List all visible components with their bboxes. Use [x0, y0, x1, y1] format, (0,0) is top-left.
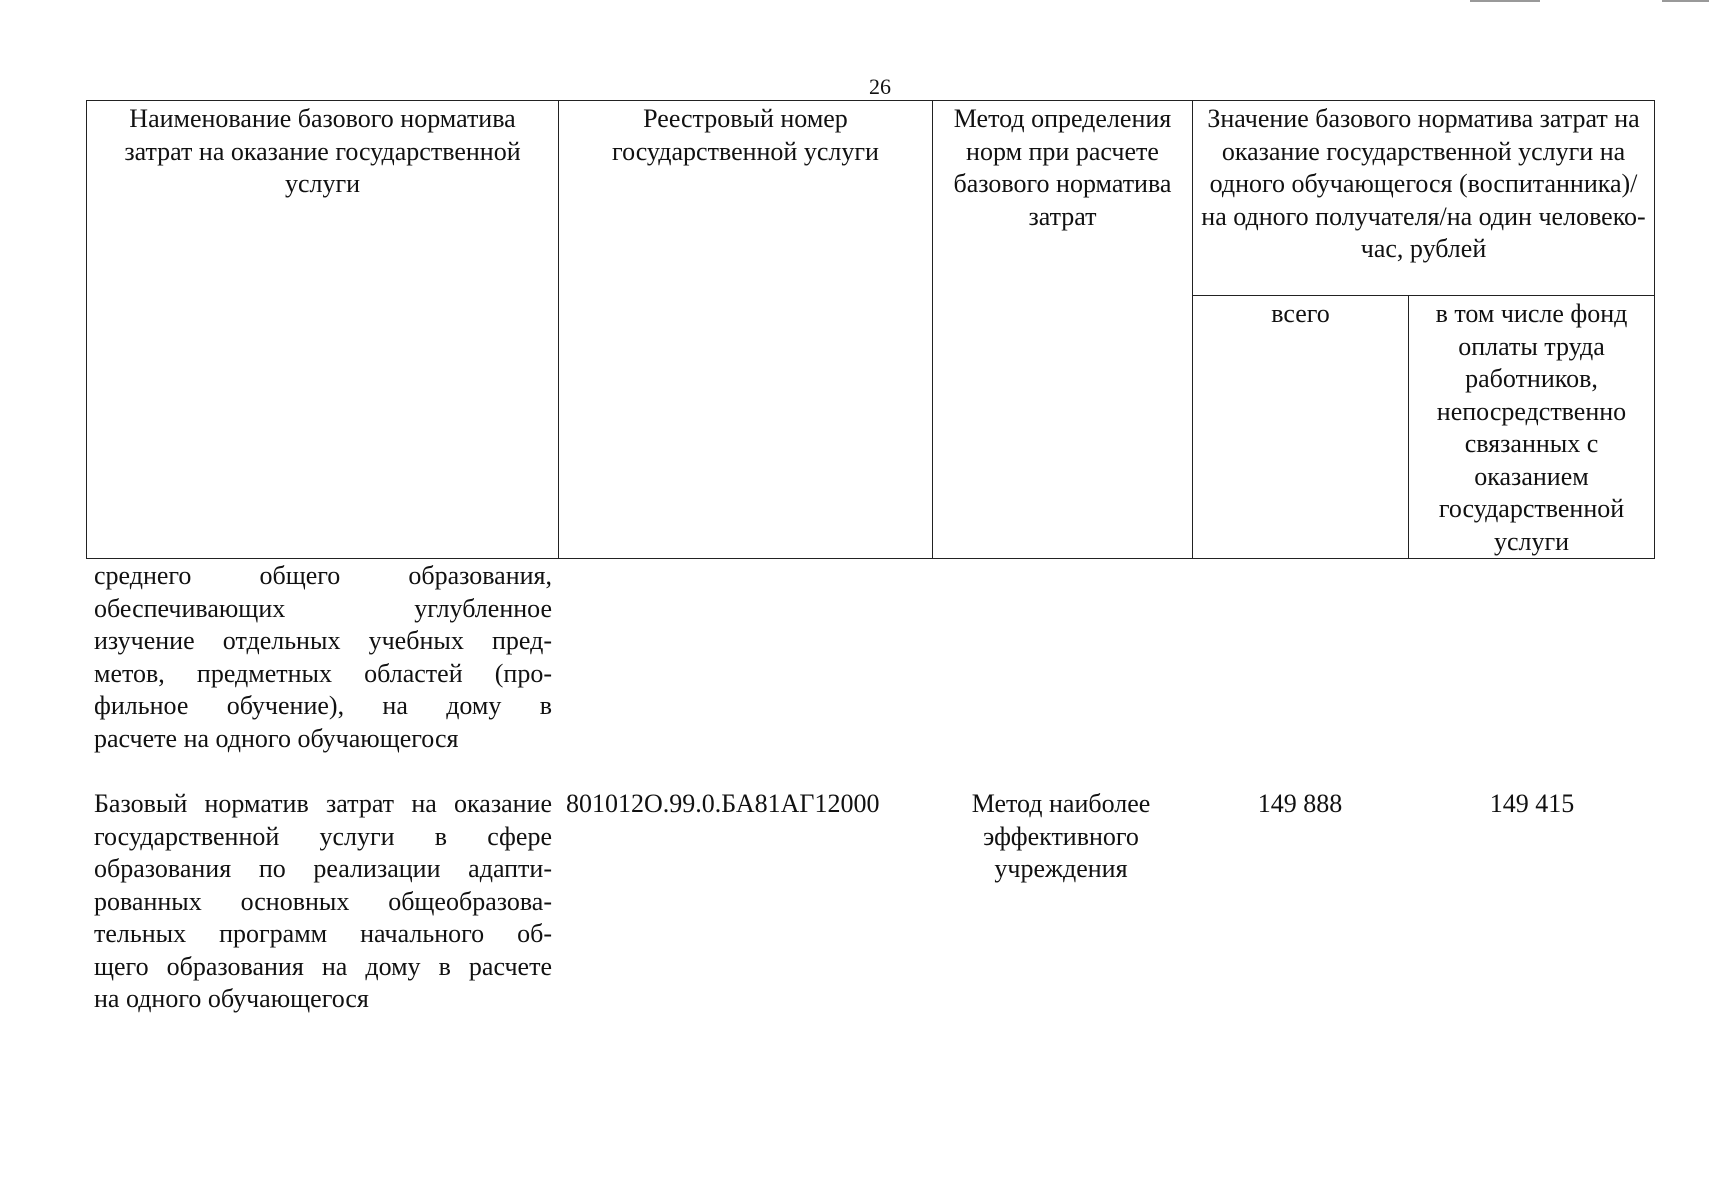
scan-edge-mark — [1662, 0, 1709, 2]
row-total-value: 149 888 — [1257, 789, 1343, 818]
row-method: Метод наиболее эффективного учреждения — [971, 789, 1151, 883]
header-method: Метод определения норм при расчете базового норматива затрат — [933, 101, 1193, 559]
header-name: Наименование базового норматива затрат на оказание государственной услуги — [87, 101, 559, 559]
header-value: Значение базового норматива затрат на оказание государственной услуги на одного обучающегося (воспитанника)/на одного получателя/на один человеко-час, рублей — [1193, 101, 1655, 296]
row-name-line: фильное обучение), на дому в — [94, 691, 552, 720]
row-name — [94, 788, 552, 1016]
row-name-line: образования по реализации адапти- — [94, 854, 552, 883]
scan-edge-mark — [1470, 0, 1540, 2]
row-name-line: Базовый норматив затрат на оказание — [94, 789, 552, 818]
row-name-line: на одного обучающегося — [94, 984, 369, 1013]
row-name-line: среднего общего образования, — [94, 561, 552, 590]
row-name-line: расчете на одного обучающегося — [94, 723, 459, 753]
row-name-line: обеспечивающих углубленное — [94, 593, 552, 623]
row-name-line: тельных программ начального об- — [94, 919, 552, 948]
row-name-line: государственной услуги в сфере — [94, 821, 552, 851]
header-total: всего — [1193, 296, 1409, 559]
page-number: 26 — [869, 74, 891, 99]
header-registry: Реестровый номер государственной услуги — [559, 101, 933, 559]
table-header — [86, 100, 1655, 559]
row-name-line: рованных основных общеобразова- — [94, 886, 552, 916]
row-name-line: изучение отдельных учебных пред- — [94, 626, 552, 655]
row-name — [94, 560, 552, 755]
row-name-line: щего образования на дому в расчете — [94, 951, 552, 981]
row-fund-value: 149 415 — [1489, 789, 1575, 818]
row-registry-number: 801012О.99.0.БА81АГ12000 — [566, 789, 880, 818]
header-fund: в том числе фонд оплаты труда работников, непосредственно связанных с оказанием государственной услуги — [1409, 296, 1655, 559]
row-name-line: метов, предметных областей (про- — [94, 658, 552, 688]
